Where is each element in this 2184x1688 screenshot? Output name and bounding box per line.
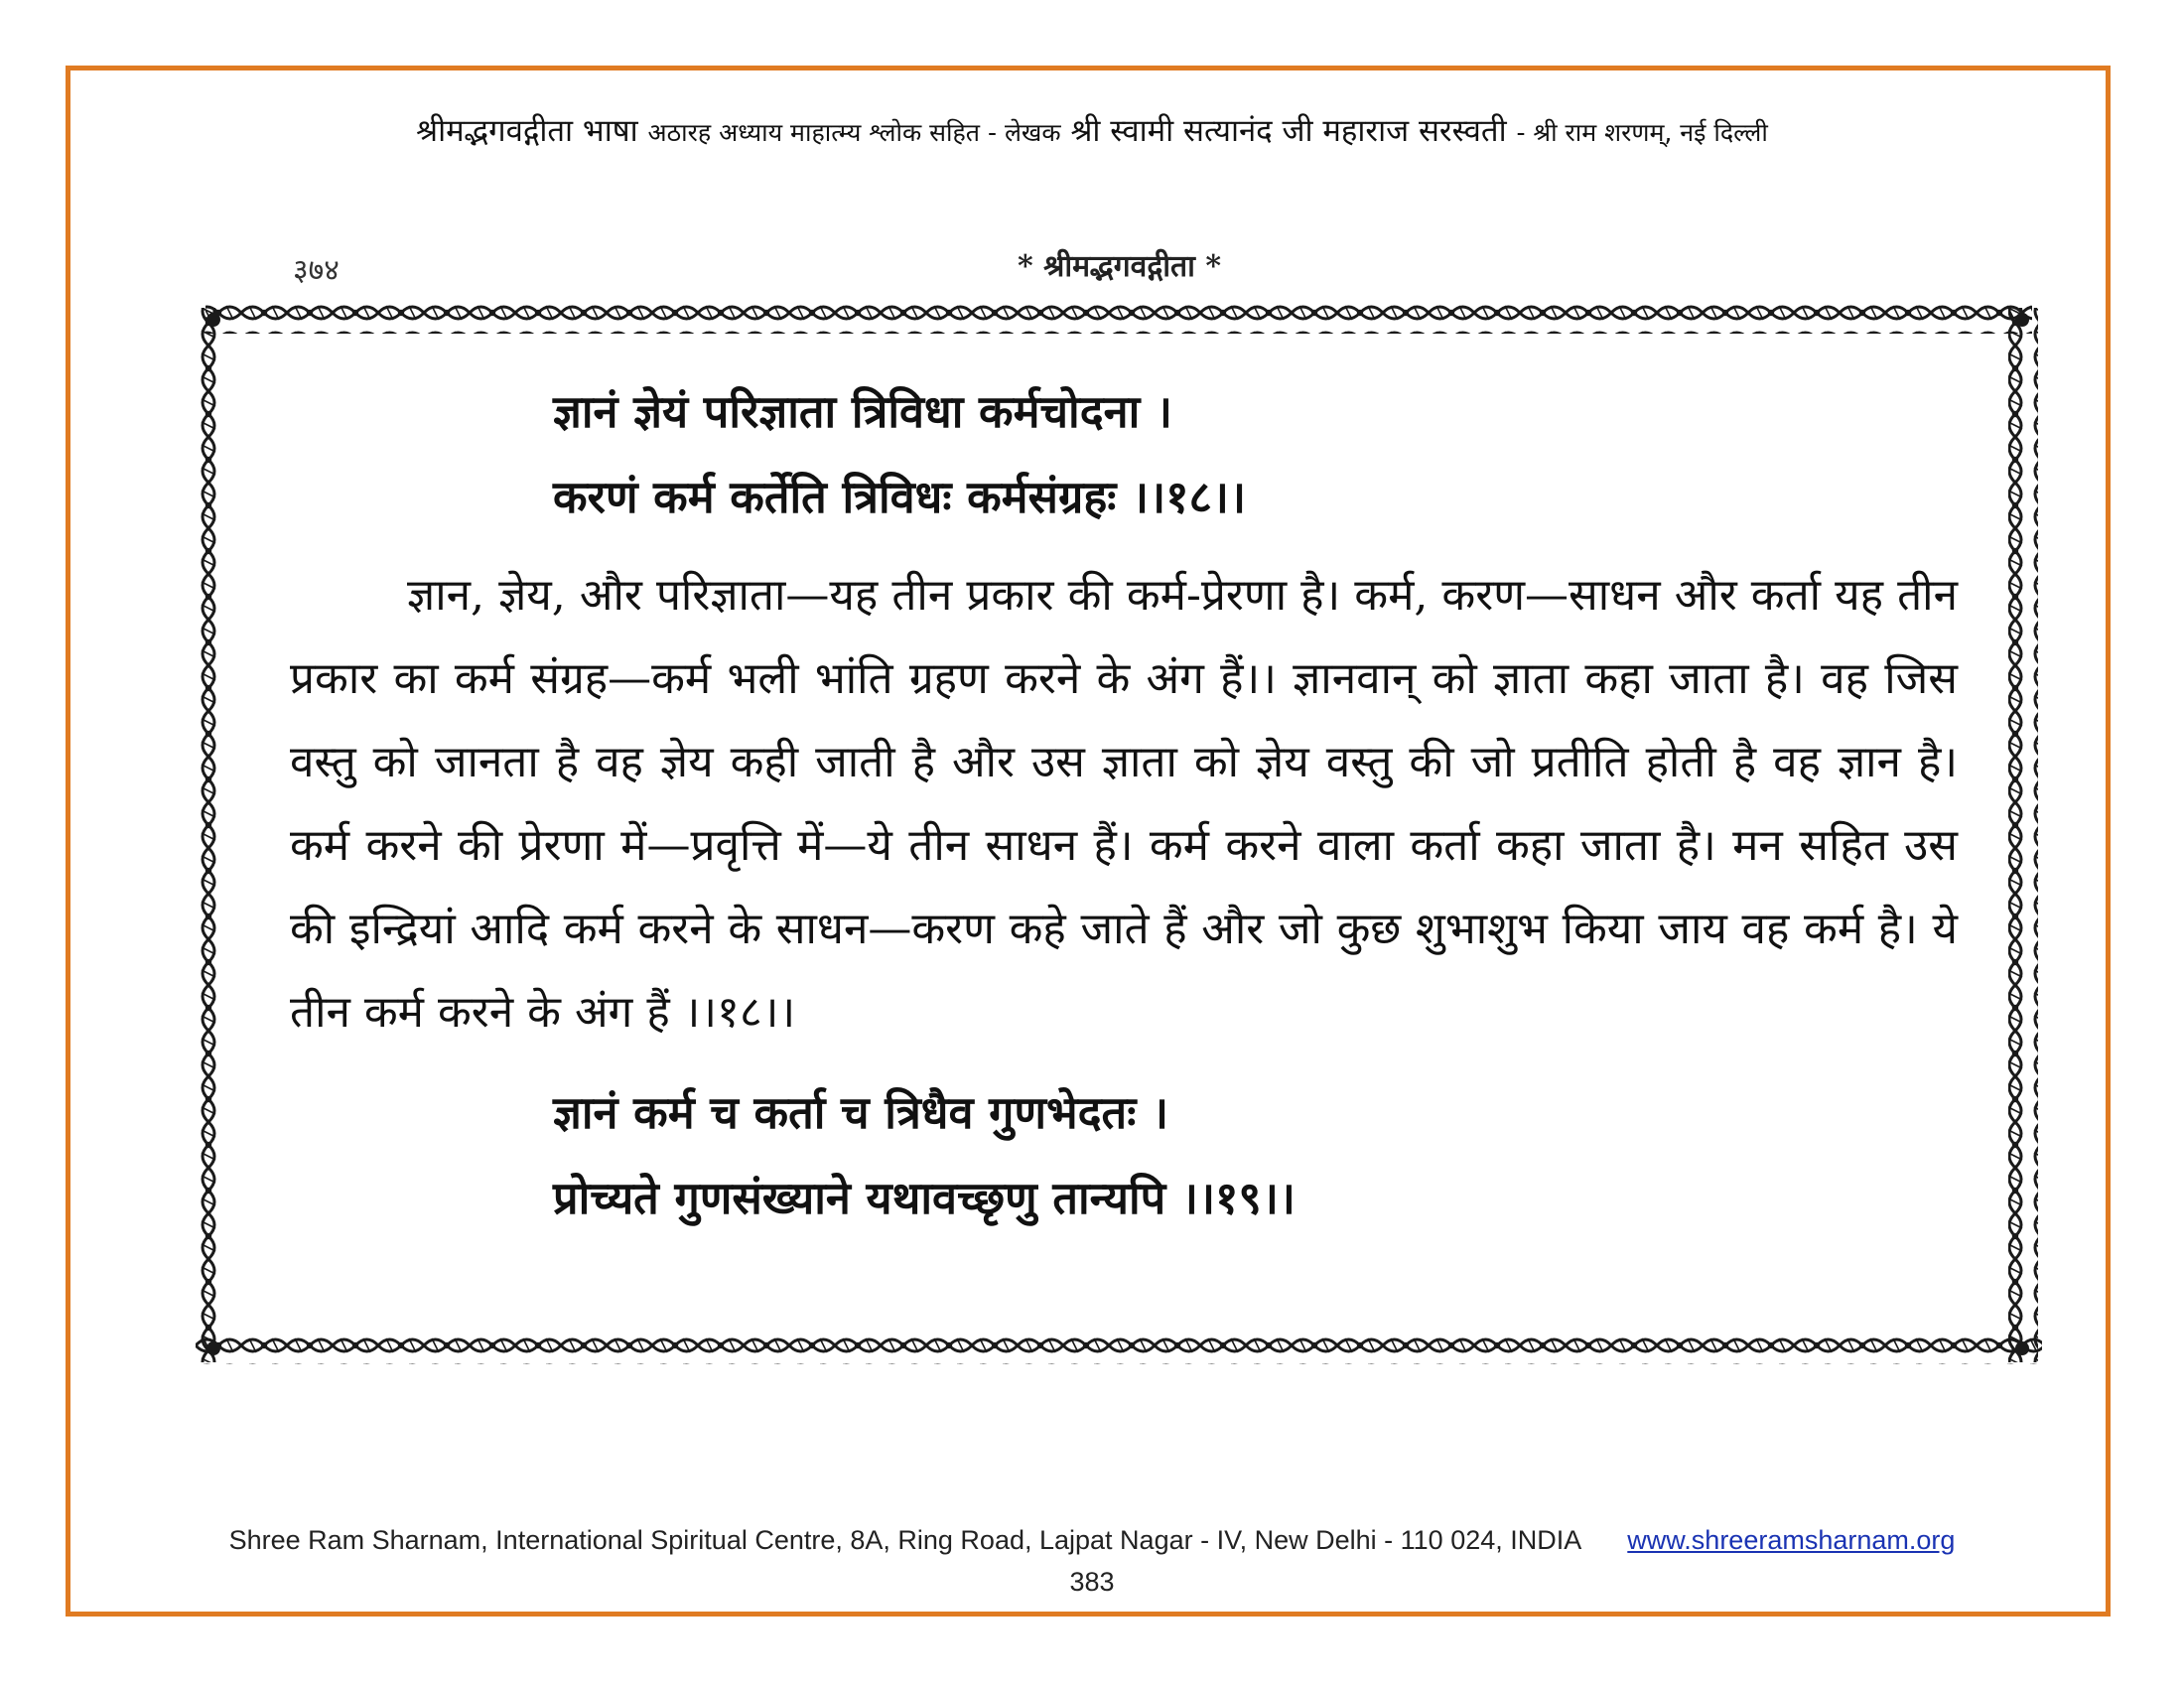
header-subtitle: अठारह अध्याय माहात्म्य श्लोक सहित - लेखक — [647, 118, 1061, 147]
footer — [79, 1525, 2105, 1556]
page-content — [290, 369, 1958, 1241]
scan-page-number: ३७४ — [293, 253, 340, 288]
shloka-19-line-2: प्रोच्यते गुणसंख्याने यथावच्छृणु तान्यपि ।।१९।। — [553, 1172, 1296, 1224]
shloka-19-line-1: ज्ञानं कर्म च कर्ता च त्रिधैव गुणभेदतः । — [553, 1086, 1169, 1139]
ornamental-border — [196, 300, 2042, 1370]
running-title: * श्रीमद्भगवद्गीता * — [1017, 249, 1222, 284]
shloka-18-line-1: ज्ञानं ज्ञेयं परिज्ञाता त्रिविधा कर्मचोदना । — [553, 385, 1172, 438]
page-number: 383 — [1069, 1567, 1115, 1597]
header-publisher: - श्री राम शरणम्, नई दिल्ली — [1516, 118, 1768, 147]
header-author: श्री स्वामी सत्यानंद जी महाराज सरस्वती — [1070, 113, 1507, 149]
shloka-18-line-2: करणं कर्म कर्तेति त्रिविधः कर्मसंग्रहः ।।१८।। — [553, 471, 1247, 523]
scanned-page — [174, 238, 2065, 1385]
document-header — [79, 109, 2105, 151]
website-link[interactable]: www.shreeramsharnam.org — [1627, 1525, 1956, 1555]
footer-address: Shree Ram Sharnam, International Spiritual Centre, 8A, Ring Road, Lajpat Nagar - IV, New Delhi - 110 024, INDIA — [228, 1525, 1580, 1555]
commentary-paragraph: ज्ञान, ज्ञेय, और परिज्ञाता—यह तीन प्रकार की कर्म-प्रेरणा है। कर्म, करण—साधन और कर्ता यह तीन प्रकार का कर्म संग्रह—कर्म भली भांति ग्रहण करने के अंग हैं।। ज्ञानवान् को ज्ञाता कहा जाता है। वह जिस वस्तु को जानता है वह ज्ञेय कही जाती है और उस ज्ञाता को ज्ञेय वस्तु की जो प्रतीति होती है वह ज्ञान है। कर्म करने की प्रेरणा में—प्रवृत्ति में—ये तीन साधन हैं। कर्म करने वाला कर्ता कहा जाता है। मन सहित उस की इन्द्रियां आदि कर्म करने के साधन—करण कहे जाते हैं और जो कुछ शुभाशुभ किया जाय वह कर्म है। ये तीन कर्म करने के अंग हैं ।।१८।। — [290, 570, 1958, 1038]
header-title: श्रीमद्भगवद्गीता भाषा — [416, 113, 638, 149]
